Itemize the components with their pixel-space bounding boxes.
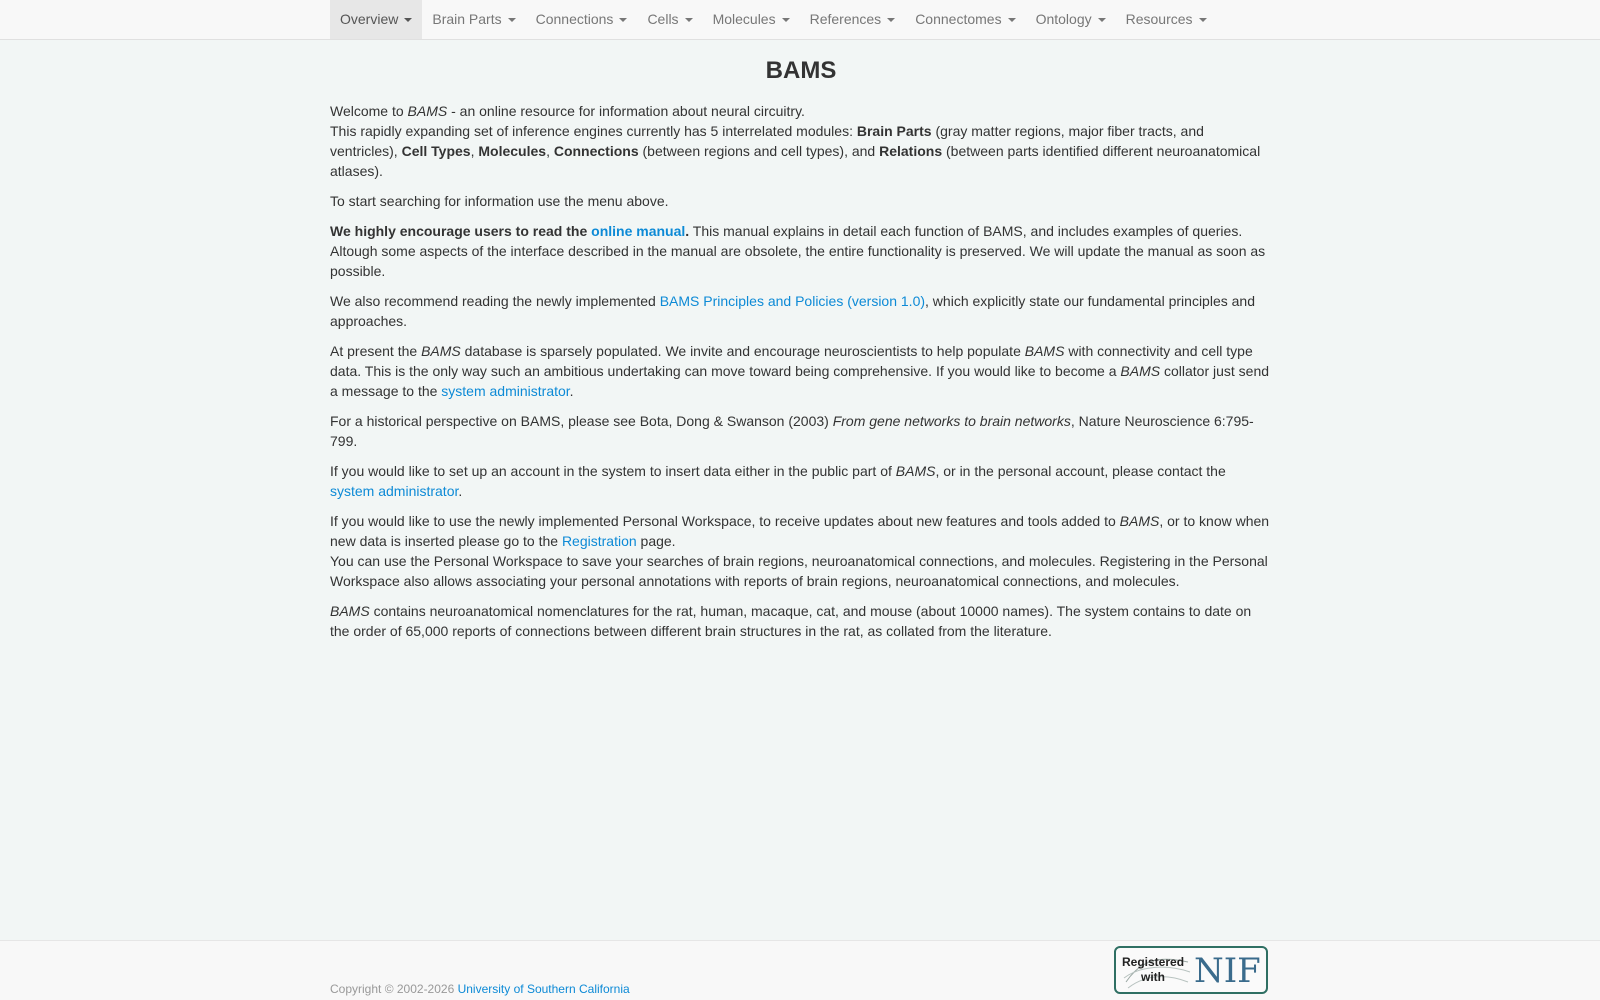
usc-link[interactable]: University of Southern California (457, 982, 630, 996)
account-text: If you would like to set up an account in the system to insert data either in the public part of (330, 463, 896, 479)
history-text: , Nature Neuroscience 6:795-799. (330, 413, 1254, 449)
system-administrator-link[interactable]: system administrator (441, 383, 570, 399)
principles-policies-link[interactable]: BAMS Principles and Policies (version 1.0) (659, 293, 926, 309)
registration-link[interactable]: Registration (561, 533, 637, 549)
module-molecules: Molecules (478, 143, 547, 159)
nav-connectomes-label: Connectomes (915, 11, 1002, 27)
populate-text: database is sparsely populated. We invite and encourage neuroscientists to help populate (460, 343, 1025, 359)
separator-text: , (470, 143, 479, 159)
main-content (330, 50, 1272, 651)
bams-italic: BAMS (1024, 343, 1065, 359)
bams-italic: BAMS (895, 463, 936, 479)
manual-emphasis-end: . (685, 223, 690, 239)
manual-emphasis: We highly encourage users to read the (330, 223, 592, 239)
nav-ontology-label: Ontology (1035, 11, 1092, 27)
nav-overview-label: Overview (340, 11, 399, 27)
nav-overview-dropdown[interactable] (330, 0, 422, 39)
modules-text: (between parts identified different neuroanatomical atlases). (330, 143, 1261, 179)
paper-title: From gene networks to brain networks (832, 413, 1071, 429)
account-text: . (458, 483, 463, 499)
populate-text: At present the (330, 343, 422, 359)
workspace-info-paragraph: You can use the Personal Workspace to save your searches of brain regions, neuroanatomical connections, and molecules. Registering in the Personal Workspace also allows associating your personal annotations with reports of brain regions, neuroanatomical connections, and molecules. (330, 553, 1268, 589)
top-navbar (0, 0, 1600, 40)
welcome-text: - an online resource for information about neural circuitry. (447, 103, 805, 119)
account-text: , or in the personal account, please contact the (935, 463, 1226, 479)
caret-down-icon (508, 18, 516, 22)
separator-text: , (546, 143, 554, 159)
nav-molecules-dropdown[interactable] (703, 0, 800, 39)
nav-brain-parts-label: Brain Parts (432, 11, 502, 27)
nav-cells-dropdown[interactable] (637, 0, 702, 39)
copyright-text: Copyright © 2002-2026 (330, 982, 458, 996)
populate-text: collator just send a message to the (330, 363, 1270, 399)
online-manual-link[interactable]: online manual (591, 223, 686, 239)
principles-text: We also recommend reading the newly implemented (330, 293, 660, 309)
caret-down-icon (887, 18, 895, 22)
principles-text: , which explicitly state our fundamental principles and approaches. (330, 293, 1255, 329)
caret-down-icon (1199, 18, 1207, 22)
welcome-text: Welcome to (330, 103, 408, 119)
caret-down-icon (782, 18, 790, 22)
module-connections: Connections (553, 143, 639, 159)
nav-molecules-label: Molecules (712, 11, 776, 27)
search-hint-paragraph: To start searching for information use the menu above. (330, 193, 669, 209)
nav-menu (330, 0, 1217, 40)
footer (0, 940, 1600, 1000)
account-paragraph (330, 461, 1272, 501)
modules-text: (between regions and cell types), and (638, 143, 880, 159)
nav-references-dropdown[interactable] (800, 0, 906, 39)
caret-down-icon (1098, 18, 1106, 22)
caret-down-icon (685, 18, 693, 22)
nav-cells-label: Cells (647, 11, 679, 27)
manual-text: This manual explains in detail each function of BAMS, and includes examples of queries. Altough some aspects of the interface described in the manual are obsolete, the entire functionality is preserved. We will update the manual as soon as possible. (330, 223, 1266, 279)
nav-brain-parts-dropdown[interactable] (422, 0, 525, 39)
workspace-text: , or to know when new data is inserted please go to the (330, 513, 1270, 549)
principles-paragraph (330, 291, 1272, 331)
nav-references-label: References (809, 11, 882, 27)
workspace-paragraph (330, 511, 1272, 551)
history-text: For a historical perspective on BAMS, please see Bota, Dong & Swanson (2003) (330, 413, 833, 429)
nif-registered-text (1122, 955, 1184, 985)
welcome-paragraph (330, 101, 1272, 181)
workspace-text: page. (636, 533, 676, 549)
populate-text: . (569, 383, 574, 399)
caret-down-icon (1008, 18, 1016, 22)
bams-italic: BAMS (1120, 363, 1161, 379)
bams-italic: BAMS (407, 103, 448, 119)
nomenclature-paragraph (330, 601, 1272, 641)
populate-paragraph (330, 341, 1272, 401)
nav-resources-dropdown[interactable] (1116, 0, 1217, 39)
nif-registered-word: Registered (1122, 955, 1185, 969)
nav-connections-dropdown[interactable] (526, 0, 638, 39)
module-cell-types: Cell Types (401, 143, 471, 159)
nif-logo-text: NIF (1194, 951, 1261, 991)
nav-connectomes-dropdown[interactable] (905, 0, 1025, 39)
nav-ontology-dropdown[interactable] (1026, 0, 1116, 39)
nav-connections-label: Connections (535, 11, 614, 27)
module-brain-parts: Brain Parts (856, 123, 932, 139)
nav-resources-label: Resources (1125, 11, 1193, 27)
system-administrator-link[interactable]: system administrator (330, 483, 459, 499)
caret-down-icon (619, 18, 627, 22)
history-paragraph (330, 411, 1272, 451)
nif-registered-badge[interactable] (1114, 946, 1268, 994)
copyright (330, 982, 630, 996)
module-relations: Relations (879, 143, 943, 159)
modules-text: This rapidly expanding set of inference engines currently has 5 interrelated modules: (330, 123, 857, 139)
nif-with-word: with (1141, 970, 1166, 984)
bams-italic: BAMS (1119, 513, 1160, 529)
page-title: BAMS (765, 57, 837, 84)
bams-italic: BAMS (421, 343, 461, 359)
manual-paragraph (330, 221, 1272, 281)
nomenclature-text: contains neuroanatomical nomenclatures for the rat, human, macaque, cat, and mouse (about 10000 names). The system contains to date on the order of 65,000 reports of connections between different brain structures in the rat, as collated from the literature. (330, 603, 1252, 639)
workspace-text: If you would like to use the newly implemented Personal Workspace, to receive updates about new features and tools added to (330, 513, 1120, 529)
populate-text: with connectivity and cell type data. This is the only way such an ambitious undertaking can move toward being comprehensive. If you would like to become a (330, 343, 1253, 379)
modules-text: (gray matter regions, major fiber tracts, and ventricles), (330, 123, 1204, 159)
bams-italic: BAMS (330, 603, 370, 619)
caret-down-icon (404, 18, 412, 22)
